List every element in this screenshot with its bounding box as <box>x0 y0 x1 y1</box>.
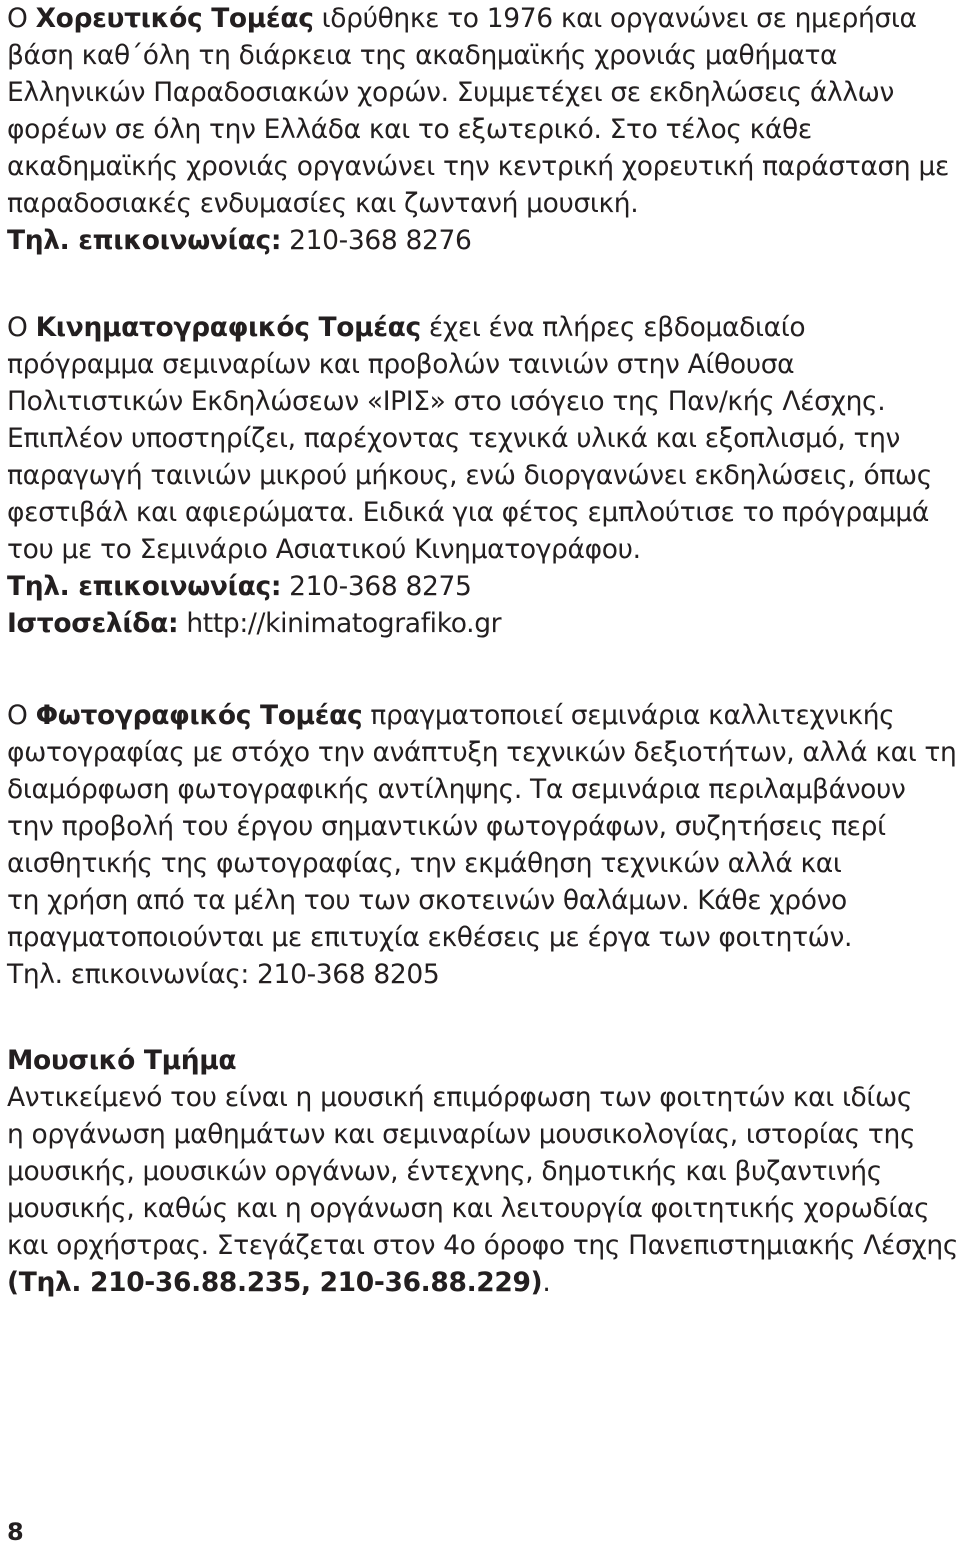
cinema-line-6: φεστιβάλ και αφιερώματα. Ειδικά για φέτος εμπλούτισε το πρόγραμμά <box>7 497 930 528</box>
photo-line-7: πραγματοποιούνται με επιτυχία εκθέσεις με έργα των φοιτητών. <box>7 922 853 953</box>
cinema-section-name: Κινηματογραφικός Τομέας <box>35 312 421 343</box>
photo-line-2: φωτογραφίας με στόχο την ανάπτυξη τεχνικών δεξιοτήτων, αλλά και τη <box>7 737 957 768</box>
cinema-section <box>7 309 932 642</box>
photo-line-4: την προβολή του έργου σημαντικών φωτογράφων, συζητήσεις περί <box>7 811 886 842</box>
music-line-1: Αντικείμενό του είναι η μουσική επιμόρφωση των φοιτητών και ιδίως <box>7 1082 913 1113</box>
music-section <box>7 1042 958 1301</box>
cinema-line-3: Πολιτιστικών Εκδηλώσεων «ΙΡΙΣ» στο ισόγειο της Παν/κής Λέσχης. <box>7 386 886 417</box>
photo-section <box>7 697 956 993</box>
dance-line-1: Ο Χορευτικός Τομέας ιδρύθηκε το 1976 και οργανώνει σε ημερήσια <box>7 3 917 34</box>
cinema-line-4: Επιπλέον υποστηρίζει, παρέχοντας τεχνικά υλικά και εξοπλισμό, την <box>7 423 901 454</box>
photo-contact: Τηλ. επικοινωνίας: 210-368 8205 <box>7 959 440 990</box>
photo-section-name: Φωτογραφικός Τομέας <box>35 700 363 731</box>
photo-line-1: Ο Φωτογραφικός Τομέας πραγματοποιεί σεμινάρια καλλιτεχνικής <box>7 700 895 731</box>
music-line-3: μουσικής, μουσικών οργάνων, έντεχνης, δημοτικής και βυζαντινής <box>7 1156 882 1187</box>
music-heading: Μουσικό Τμήμα <box>7 1045 237 1076</box>
dance-section <box>7 0 949 259</box>
page-number: 8 <box>7 1518 24 1546</box>
dance-section-name: Χορευτικός Τομέας <box>35 3 314 34</box>
dance-line-2: βάση καθ΄όλη τη διάρκεια της ακαδημαϊκής χρονιάς μαθήματα <box>7 40 838 71</box>
music-line-5: και ορχήστρας. Στεγάζεται στον 4ο όροφο της Πανεπιστημιακής Λέσχης <box>7 1230 959 1261</box>
dance-line-5: ακαδημαϊκής χρονιάς οργανώνει την κεντρική χορευτική παράσταση με <box>7 151 949 182</box>
music-contact: (Τηλ. 210-36.88.235, 210-36.88.229). <box>7 1267 551 1298</box>
cinema-line-2: πρόγραμμα σεμιναρίων και προβολών ταινιών στην Αίθουσα <box>7 349 795 380</box>
cinema-contact: Τηλ. επικοινωνίας: 210-368 8275 <box>7 571 472 602</box>
cinema-website-link[interactable]: http://kinimatografiko.gr <box>178 608 502 639</box>
cinema-line-1: Ο Κινηματογραφικός Τομέας έχει ένα πλήρες εβδομαδιαίο <box>7 312 806 343</box>
dance-line-4: φορέων σε όλη την Ελλάδα και το εξωτερικό. Στο τέλος κάθε <box>7 114 812 145</box>
music-line-4: μουσικής, καθώς και η οργάνωση και λειτουργία φοιτητικής χορωδίας <box>7 1193 930 1224</box>
cinema-line-5: παραγωγή ταινιών μικρού μήκους, ενώ διοργανώνει εκδηλώσεις, όπως <box>7 460 932 491</box>
music-line-2: η οργάνωση μαθημάτων και σεμιναρίων μουσικολογίας, ιστορίας της <box>7 1119 916 1150</box>
photo-line-6: τη χρήση από τα μέλη του των σκοτεινών θαλάμων. Κάθε χρόνο <box>7 885 847 916</box>
photo-line-3: διαμόρφωση φωτογραφικής αντίληψης. Τα σεμινάρια περιλαμβάνουν <box>7 774 906 805</box>
cinema-line-7: του με το Σεμινάριο Ασιατικού Κινηματογράφου. <box>7 534 641 565</box>
cinema-website: Ιστοσελίδα: http://kinimatografiko.gr <box>7 608 502 639</box>
dance-line-6: παραδοσιακές ενδυμασίες και ζωντανή μουσική. <box>7 188 639 219</box>
dance-line-3: Ελληνικών Παραδοσιακών χορών. Συμμετέχει σε εκδηλώσεις άλλων <box>7 77 894 108</box>
photo-line-5: αισθητικής της φωτογραφίας, την εκμάθηση τεχνικών αλλά και <box>7 848 842 879</box>
dance-contact: Τηλ. επικοινωνίας: 210-368 8276 <box>7 225 472 256</box>
